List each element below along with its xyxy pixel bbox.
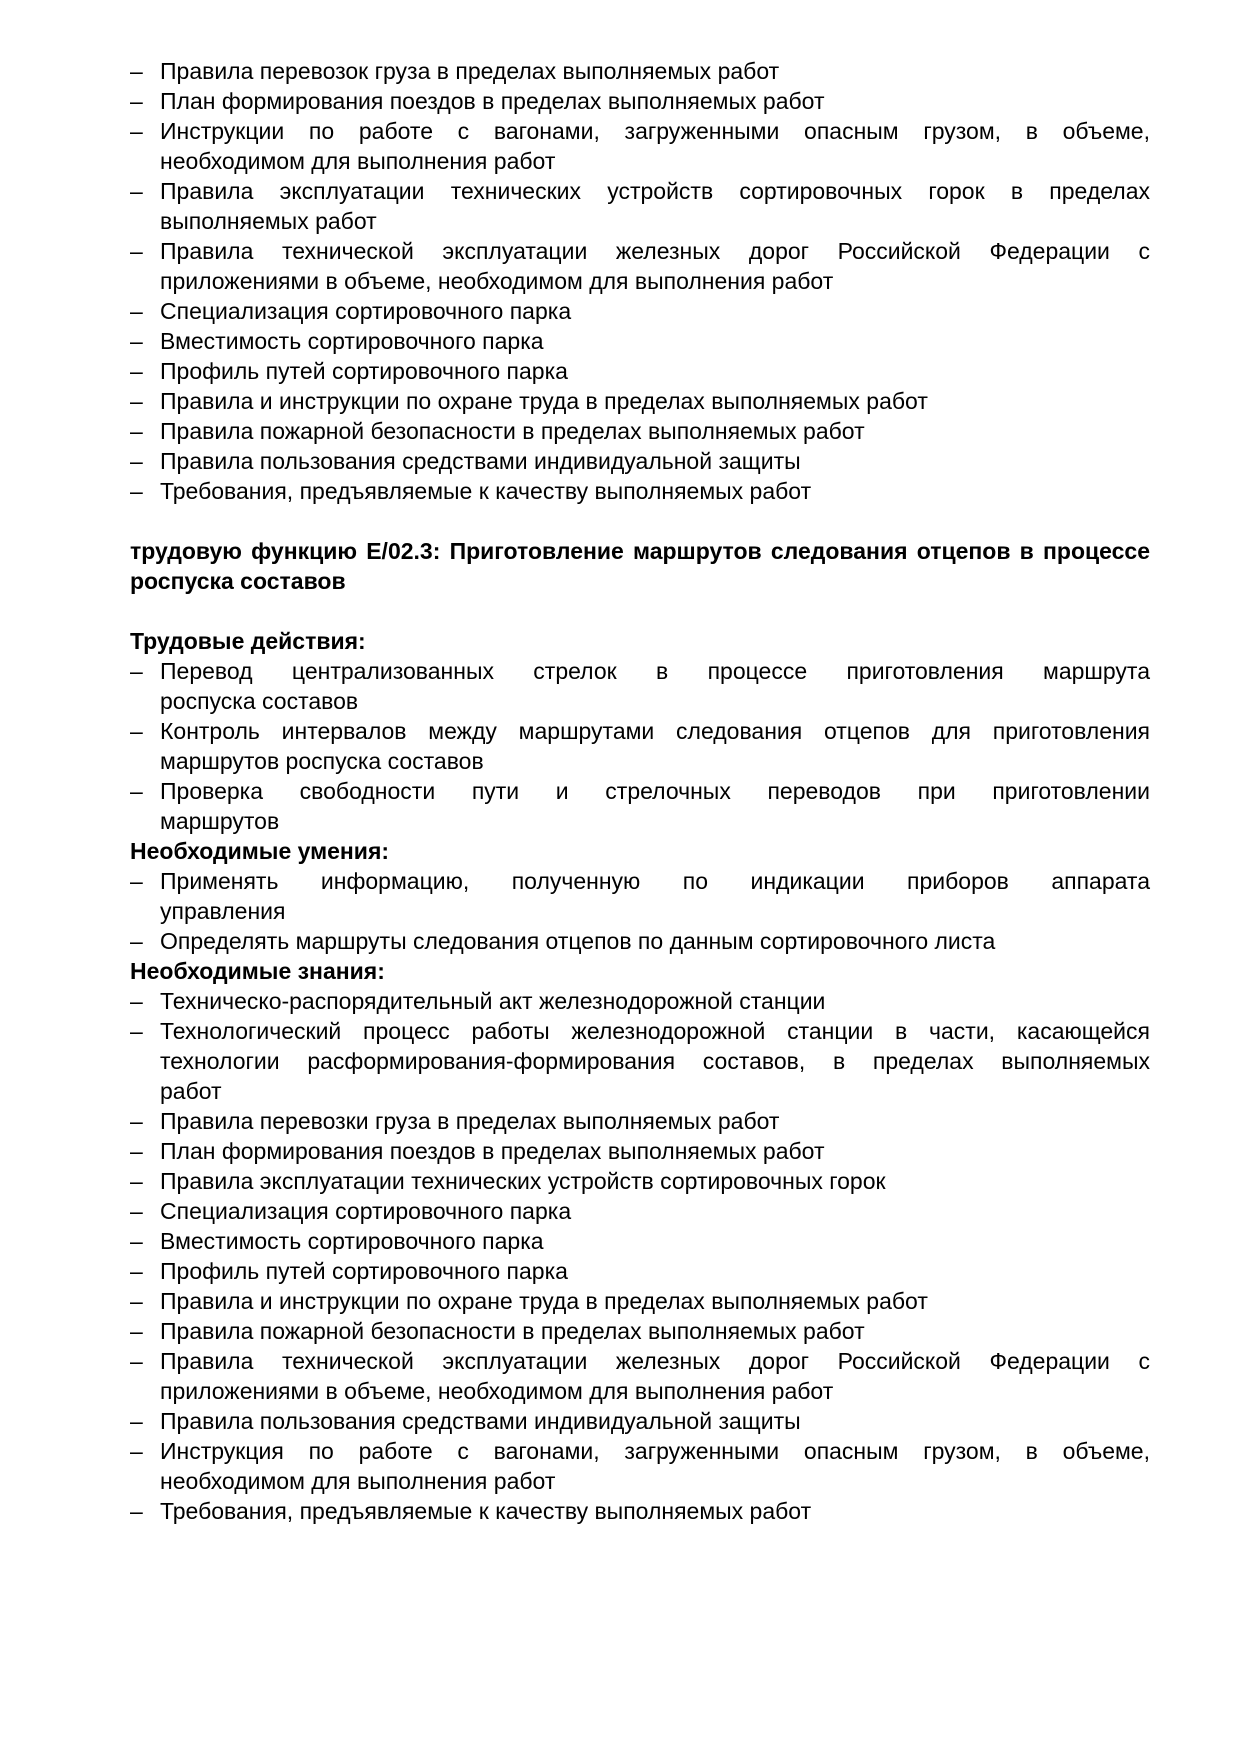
list-item-text xyxy=(160,476,1150,506)
list-item xyxy=(130,116,1150,176)
list-item-text xyxy=(160,1136,1150,1166)
text-line: Специализация сортировочного парка xyxy=(160,1198,572,1224)
required-knowledge-list-bottom xyxy=(130,986,1150,1526)
list-item xyxy=(130,776,1150,836)
list-item-text xyxy=(160,1436,1150,1496)
blank-line xyxy=(130,596,1150,626)
dash-bullet: – xyxy=(130,1228,143,1254)
list-item-text xyxy=(160,1256,1150,1286)
list-item-text xyxy=(160,296,1150,326)
dash-bullet: – xyxy=(130,1198,143,1224)
list-item xyxy=(130,986,1150,1016)
required-skills-list xyxy=(130,866,1150,956)
text-line: необходимом для выполнения работ xyxy=(160,148,556,174)
text-line: Правила пожарной безопасности в пределах выполняемых работ xyxy=(160,418,865,444)
list-item-text xyxy=(160,1346,1150,1406)
list-item-text xyxy=(160,1316,1150,1346)
list-item xyxy=(130,416,1150,446)
list-item xyxy=(130,296,1150,326)
list-item-text xyxy=(160,716,1150,776)
text-line: необходимом для выполнения работ xyxy=(160,1468,556,1494)
text-line: маршрутов xyxy=(160,808,280,834)
text-line: Необходимые знания: xyxy=(130,958,385,984)
text-line: роспуска составов xyxy=(160,688,359,714)
text-line: Правила эксплуатации технических устройств сортировочных горок xyxy=(160,1168,886,1194)
dash-bullet: – xyxy=(130,118,143,144)
dash-bullet: – xyxy=(130,298,143,324)
list-item xyxy=(130,86,1150,116)
text-line: управления xyxy=(160,898,286,924)
list-item-text xyxy=(160,56,1150,86)
dash-bullet: – xyxy=(130,1348,143,1374)
text-line: Правила и инструкции по охране труда в пределах выполняемых работ xyxy=(160,388,928,414)
list-item-text xyxy=(160,1166,1150,1196)
required-skills-heading xyxy=(130,836,1150,866)
list-item xyxy=(130,716,1150,776)
text-line: Правила и инструкции по охране труда в пределах выполняемых работ xyxy=(160,1288,928,1314)
list-item-text xyxy=(160,326,1150,356)
list-item xyxy=(130,1436,1150,1496)
text-line: Трудовые действия: xyxy=(130,628,366,654)
text-line: Проверка свободности пути и стрелочных переводов при приготовлении xyxy=(160,778,1150,804)
list-item xyxy=(130,1406,1150,1436)
dash-bullet: – xyxy=(130,1018,143,1044)
list-item-text xyxy=(160,1406,1150,1436)
list-item xyxy=(130,326,1150,356)
text-line: Правила пользования средствами индивидуальной защиты xyxy=(160,1408,801,1434)
text-line: План формирования поездов в пределах выполняемых работ xyxy=(160,1138,825,1164)
list-item-text xyxy=(160,926,1150,956)
dash-bullet: – xyxy=(130,328,143,354)
text-line: приложениями в объеме, необходимом для выполнения работ xyxy=(160,1378,834,1404)
text-line: роспуска составов xyxy=(130,568,346,594)
dash-bullet: – xyxy=(130,418,143,444)
text-line: План формирования поездов в пределах выполняемых работ xyxy=(160,88,825,114)
list-item-text xyxy=(160,446,1150,476)
text-line: Инструкция по работе с вагонами, загруженными опасным грузом, в объеме, xyxy=(160,1438,1150,1464)
text-line: Применять информацию, полученную по индикации приборов аппарата xyxy=(160,868,1150,894)
text-line: Вместимость сортировочного парка xyxy=(160,328,544,354)
text-line: Правила технической эксплуатации железных дорог Российской Федерации с xyxy=(160,1348,1150,1374)
list-item xyxy=(130,1256,1150,1286)
dash-bullet: – xyxy=(130,88,143,114)
list-item-text xyxy=(160,236,1150,296)
list-item-text xyxy=(160,776,1150,836)
list-item xyxy=(130,866,1150,926)
text-line: Определять маршруты следования отцепов по данным сортировочного листа xyxy=(160,928,996,954)
dash-bullet: – xyxy=(130,718,143,744)
text-line: Правила эксплуатации технических устройств сортировочных горок в пределах xyxy=(160,178,1150,204)
list-item-text xyxy=(160,86,1150,116)
list-item xyxy=(130,1166,1150,1196)
list-item-text xyxy=(160,386,1150,416)
dash-bullet: – xyxy=(130,928,143,954)
dash-bullet: – xyxy=(130,1108,143,1134)
list-item xyxy=(130,1016,1150,1106)
labor-actions-list xyxy=(130,656,1150,836)
labor-function-heading xyxy=(130,536,1150,596)
dash-bullet: – xyxy=(130,478,143,504)
dash-bullet: – xyxy=(130,1138,143,1164)
text-line: маршрутов роспуска составов xyxy=(160,748,484,774)
dash-bullet: – xyxy=(130,358,143,384)
text-line: Требования, предъявляемые к качеству выполняемых работ xyxy=(160,1498,812,1524)
document-content xyxy=(130,56,1150,1526)
dash-bullet: – xyxy=(130,448,143,474)
list-item-text xyxy=(160,1286,1150,1316)
text-line: Контроль интервалов между маршрутами следования отцепов для приготовления xyxy=(160,718,1150,744)
text-line: Правила пользования средствами индивидуальной защиты xyxy=(160,448,801,474)
list-item-text xyxy=(160,1106,1150,1136)
list-item-text xyxy=(160,1496,1150,1526)
text-line: Правила технической эксплуатации железных дорог Российской Федерации с xyxy=(160,238,1150,264)
list-item-text xyxy=(160,116,1150,176)
text-line: Специализация сортировочного парка xyxy=(160,298,572,324)
dash-bullet: – xyxy=(130,58,143,84)
text-line: Профиль путей сортировочного парка xyxy=(160,1258,568,1284)
list-item xyxy=(130,926,1150,956)
list-item xyxy=(130,446,1150,476)
labor-actions-heading xyxy=(130,626,1150,656)
dash-bullet: – xyxy=(130,1168,143,1194)
dash-bullet: – xyxy=(130,388,143,414)
list-item xyxy=(130,176,1150,236)
text-line: Инструкции по работе с вагонами, загруженными опасным грузом, в объеме, xyxy=(160,118,1150,144)
list-item-text xyxy=(160,1196,1150,1226)
list-item xyxy=(130,386,1150,416)
dash-bullet: – xyxy=(130,1288,143,1314)
text-line: Требования, предъявляемые к качеству выполняемых работ xyxy=(160,478,812,504)
dash-bullet: – xyxy=(130,1438,143,1464)
list-item xyxy=(130,1196,1150,1226)
list-item xyxy=(130,1496,1150,1526)
required-knowledge-heading xyxy=(130,956,1150,986)
text-line: Профиль путей сортировочного парка xyxy=(160,358,568,384)
list-item xyxy=(130,56,1150,86)
text-line: Перевод централизованных стрелок в процессе приготовления маршрута xyxy=(160,658,1150,684)
list-item-text xyxy=(160,176,1150,236)
list-item-text xyxy=(160,866,1150,926)
dash-bullet: – xyxy=(130,1408,143,1434)
dash-bullet: – xyxy=(130,1318,143,1344)
dash-bullet: – xyxy=(130,988,143,1014)
list-item-text xyxy=(160,986,1150,1016)
list-item xyxy=(130,1316,1150,1346)
text-line: Техническо-распорядительный акт железнодорожной станции xyxy=(160,988,826,1014)
text-line: трудовую функцию E/02.3: Приготовление маршрутов следования отцепов в процессе xyxy=(130,538,1150,564)
list-item-text xyxy=(160,1226,1150,1256)
text-line: Правила перевозок груза в пределах выполняемых работ xyxy=(160,58,780,84)
list-item-text xyxy=(160,416,1150,446)
dash-bullet: – xyxy=(130,1498,143,1524)
dash-bullet: – xyxy=(130,178,143,204)
dash-bullet: – xyxy=(130,238,143,264)
dash-bullet: – xyxy=(130,868,143,894)
dash-bullet: – xyxy=(130,778,143,804)
list-item-text xyxy=(160,356,1150,386)
text-line: Необходимые умения: xyxy=(130,838,390,864)
text-line: приложениями в объеме, необходимом для выполнения работ xyxy=(160,268,834,294)
list-item xyxy=(130,1136,1150,1166)
list-item xyxy=(130,1286,1150,1316)
text-line: выполняемых работ xyxy=(160,208,377,234)
text-line: технологии расформирования-формирования составов, в пределах выполняемых xyxy=(160,1048,1150,1074)
text-line: Правила перевозки груза в пределах выполняемых работ xyxy=(160,1108,780,1134)
list-item xyxy=(130,356,1150,386)
list-item xyxy=(130,1346,1150,1406)
list-item xyxy=(130,656,1150,716)
text-line: Технологический процесс работы железнодорожной станции в части, касающейся xyxy=(160,1018,1150,1044)
list-item xyxy=(130,476,1150,506)
list-item xyxy=(130,1106,1150,1136)
dash-bullet: – xyxy=(130,1258,143,1284)
blank-line xyxy=(130,506,1150,536)
list-item xyxy=(130,1226,1150,1256)
dash-bullet: – xyxy=(130,658,143,684)
text-line: работ xyxy=(160,1078,222,1104)
list-item xyxy=(130,236,1150,296)
text-line: Правила пожарной безопасности в пределах выполняемых работ xyxy=(160,1318,865,1344)
text-line: Вместимость сортировочного парка xyxy=(160,1228,544,1254)
list-item-text xyxy=(160,656,1150,716)
list-item-text xyxy=(160,1016,1150,1106)
required-knowledge-list-top xyxy=(130,56,1150,506)
